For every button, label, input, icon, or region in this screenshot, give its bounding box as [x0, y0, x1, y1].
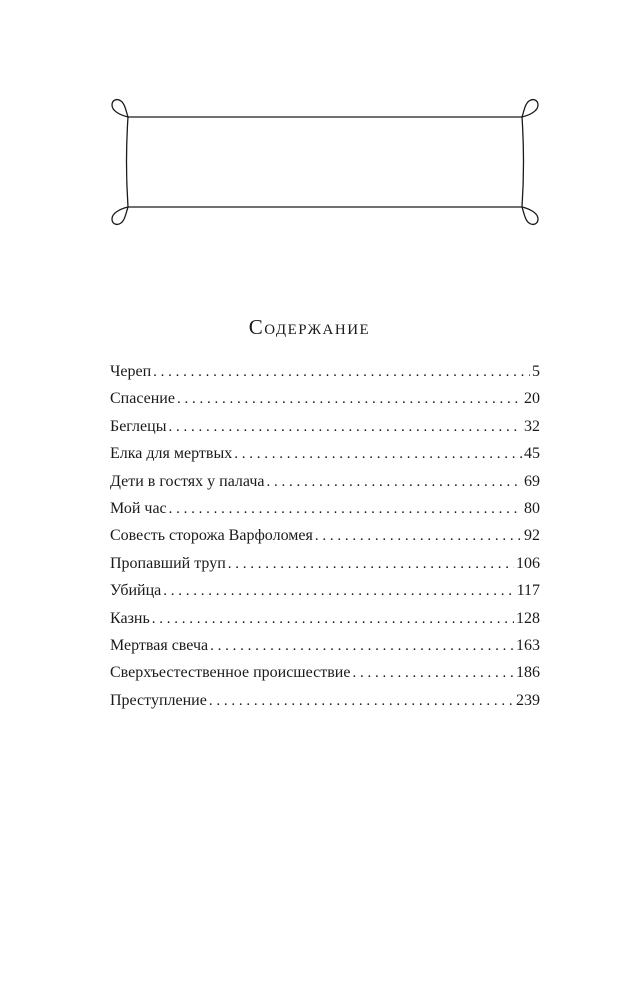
dot-leader: [168, 414, 522, 441]
toc-entry-title: Мертвая свеча: [110, 636, 209, 654]
list-item[interactable]: [110, 468, 540, 495]
toc-entry-title: Сверхъестественное происшествие: [110, 664, 351, 682]
toc-entry-page: 239: [516, 691, 540, 709]
dot-leader: [169, 496, 522, 523]
toc-entry-page: 106: [516, 554, 540, 572]
toc-entry-page: 80: [524, 499, 540, 517]
toc-entry-page: 45: [524, 445, 540, 463]
ornamental-frame-icon: [106, 97, 544, 227]
toc-entry-page: 163: [516, 636, 540, 654]
list-item[interactable]: [110, 550, 540, 577]
dot-leader: [234, 441, 522, 468]
toc-entry-title: Казнь: [110, 609, 150, 627]
dot-leader: [153, 359, 530, 386]
list-item[interactable]: [110, 577, 540, 604]
toc-entry-page: 20: [524, 390, 540, 408]
toc-entry-title: Убийца: [110, 582, 162, 600]
dot-leader: [209, 688, 514, 715]
toc-entry-title: Спасение: [110, 390, 175, 408]
toc-entry-page: 128: [516, 609, 540, 627]
list-item[interactable]: [110, 632, 540, 659]
list-item[interactable]: [110, 440, 540, 467]
dot-leader: [228, 551, 514, 578]
list-item[interactable]: [110, 385, 540, 412]
dot-leader: [315, 523, 522, 550]
list-item[interactable]: [110, 413, 540, 440]
toc-entry-page: 186: [516, 664, 540, 682]
table-of-contents: [110, 358, 540, 714]
list-item[interactable]: [110, 522, 540, 549]
list-item[interactable]: [110, 358, 540, 385]
page-title: Содержание: [248, 315, 371, 339]
toc-entry-title: Пропавший труп: [110, 554, 226, 572]
dot-leader: [152, 606, 514, 633]
toc-entry-title: Преступление: [110, 691, 207, 709]
dot-leader: [352, 660, 514, 687]
toc-entry-page: 69: [524, 472, 540, 490]
dot-leader: [177, 386, 522, 413]
toc-entry-title: Беглецы: [110, 417, 167, 435]
toc-entry-page: 5: [532, 363, 540, 380]
list-item[interactable]: [110, 659, 540, 686]
toc-entry-title: Елка для мертвых: [110, 445, 233, 463]
toc-entry-page: 32: [524, 417, 540, 435]
dot-leader: [210, 633, 514, 660]
toc-entry-title: Дети в гостях у палача: [110, 472, 265, 490]
list-item[interactable]: [110, 687, 540, 714]
dot-leader: [267, 469, 522, 496]
toc-entry-title: Череп: [110, 363, 152, 380]
toc-entry-page: 117: [516, 582, 540, 600]
toc-entry-title: Мой час: [110, 499, 167, 517]
toc-entry-page: 92: [524, 527, 540, 545]
toc-entry-title: Совесть сторожа Варфоломея: [110, 527, 313, 545]
dot-leader: [163, 578, 514, 605]
list-item[interactable]: [110, 495, 540, 522]
list-item[interactable]: [110, 605, 540, 632]
